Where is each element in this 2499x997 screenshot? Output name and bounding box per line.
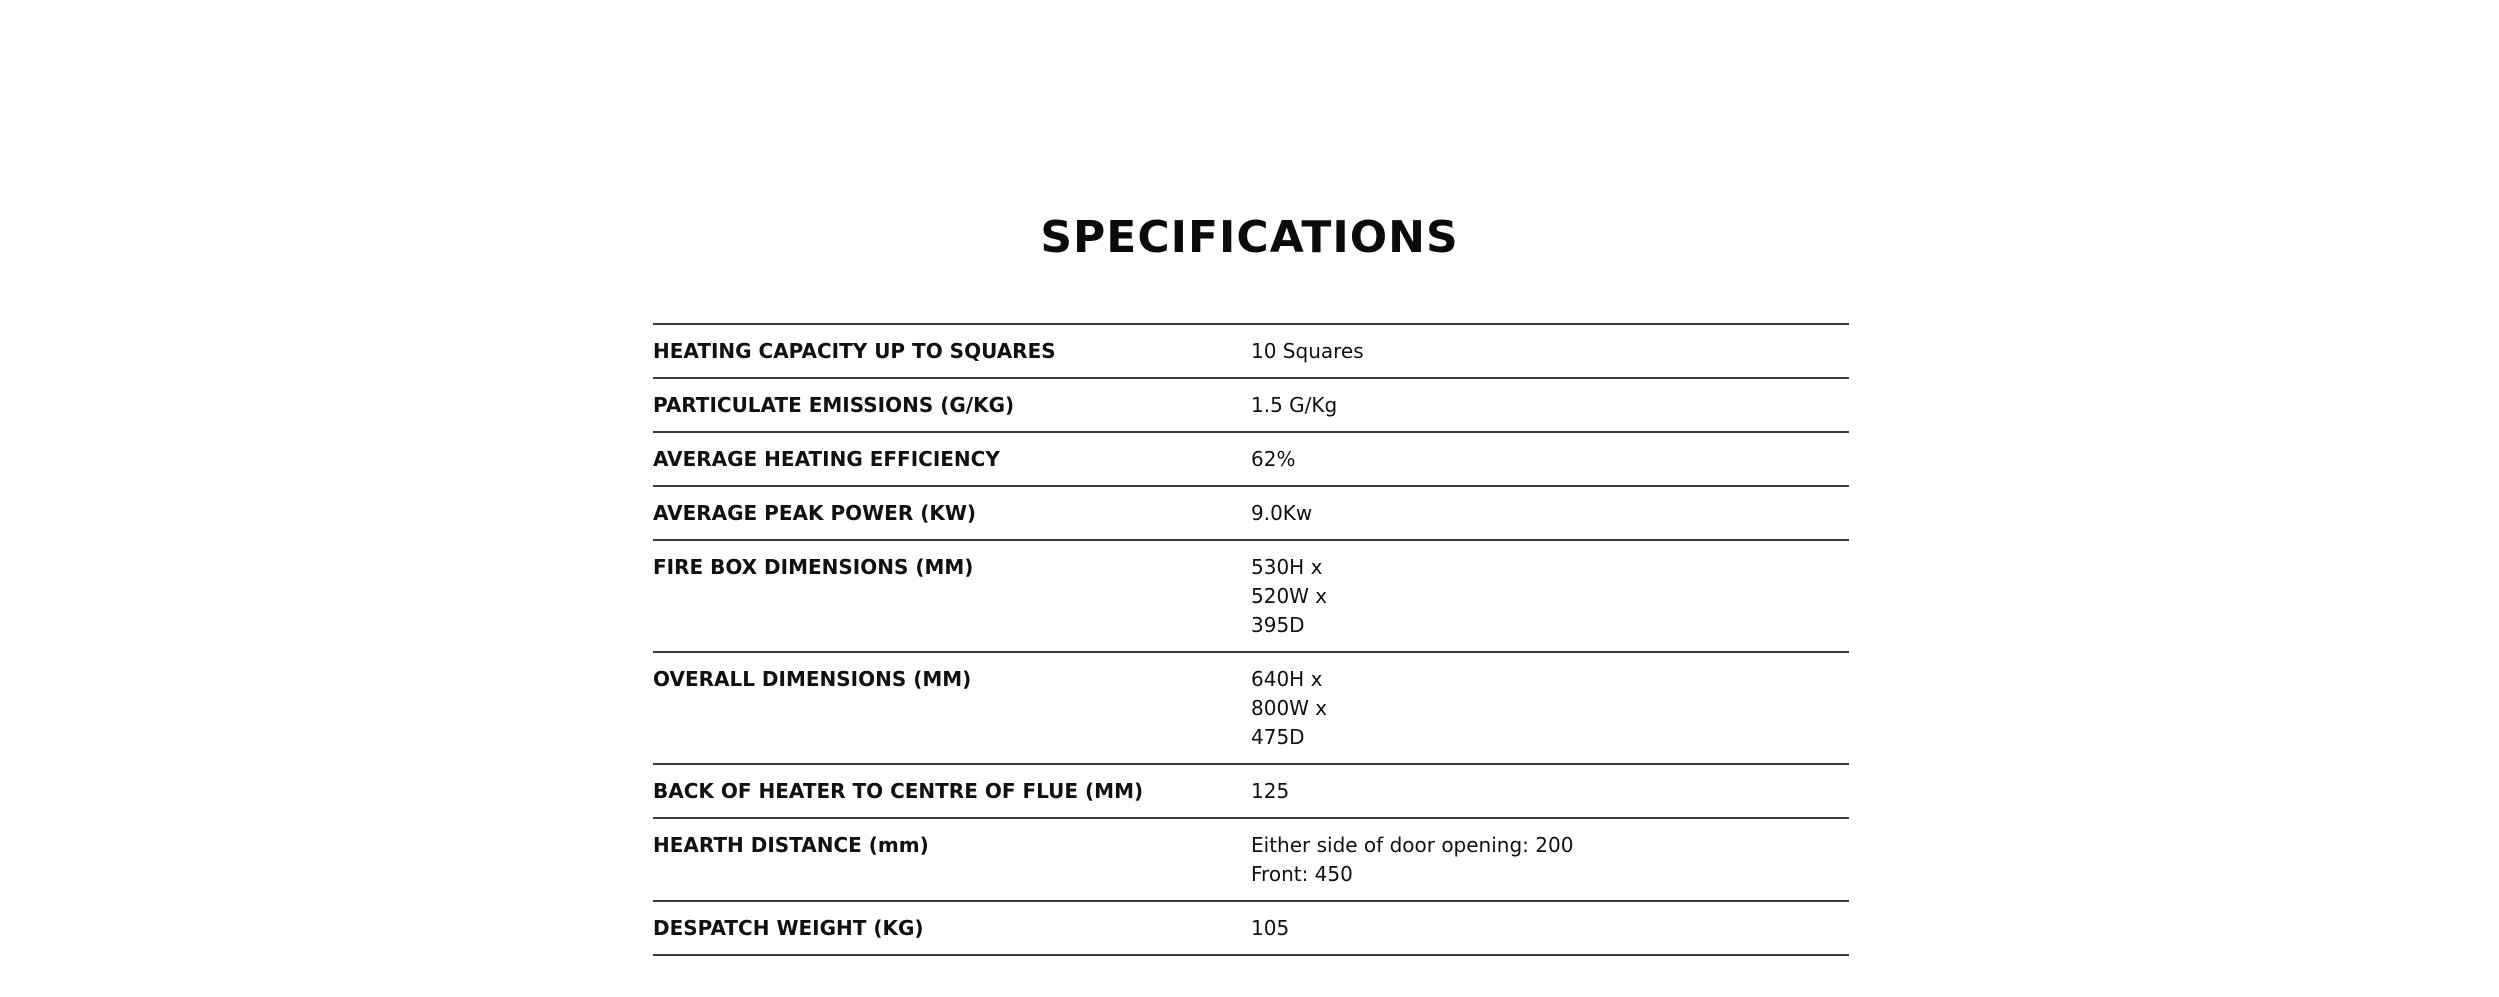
spec-label: BACK OF HEATER TO CENTRE OF FLUE (MM) [653,779,1144,803]
spec-row-peak-power [653,487,1849,541]
spec-label: FIRE BOX DIMENSIONS (MM) [653,555,974,579]
spec-value [1251,391,1849,420]
spec-label: PARTICULATE EMISSIONS (G/KG) [653,393,1015,417]
spec-value [1251,914,1849,943]
spec-row-despatch-weight [653,902,1849,956]
spec-value-line: 10 Squares [1251,339,1364,363]
spec-row-flue-distance [653,765,1849,819]
spec-value [1251,831,1849,889]
spec-value [1251,337,1849,366]
spec-value-line: Front: 450 [1251,862,1353,886]
spec-label: AVERAGE HEATING EFFICIENCY [653,447,1000,471]
spec-row-firebox-dimensions [653,541,1849,653]
spec-value-line: 1.5 G/Kg [1251,393,1338,417]
page-title: SPECIFICATIONS [1040,212,1459,263]
spec-value [1251,777,1849,806]
spec-row-hearth-distance [653,819,1849,902]
spec-label: OVERALL DIMENSIONS (MM) [653,667,972,691]
spec-value-line: 9.0Kw [1251,501,1313,525]
spec-value-line: 530H x [1251,555,1323,579]
spec-label: DESPATCH WEIGHT (KG) [653,916,924,940]
spec-value-line: 62% [1251,447,1296,471]
spec-label: HEARTH DISTANCE (mm) [653,833,929,857]
specifications-table [653,323,1849,956]
spec-value [1251,553,1849,640]
spec-value-line: 475D [1251,725,1305,749]
spec-value [1251,445,1849,474]
spec-value-line: 640H x [1251,667,1323,691]
spec-value [1251,499,1849,528]
spec-label: HEATING CAPACITY UP TO SQUARES [653,339,1056,363]
spec-row-heating-efficiency [653,433,1849,487]
spec-value-line: 105 [1251,916,1290,940]
spec-value-line: 800W x [1251,696,1328,720]
spec-row-particulate-emissions [653,379,1849,433]
spec-value [1251,665,1849,752]
spec-row-overall-dimensions [653,653,1849,765]
spec-value-line: 125 [1251,779,1290,803]
spec-label: AVERAGE PEAK POWER (KW) [653,501,977,525]
spec-row-heating-capacity [653,325,1849,379]
spec-value-line: 520W x [1251,584,1328,608]
spec-value-line: 395D [1251,613,1305,637]
spec-value-line: Either side of door opening: 200 [1251,833,1574,857]
